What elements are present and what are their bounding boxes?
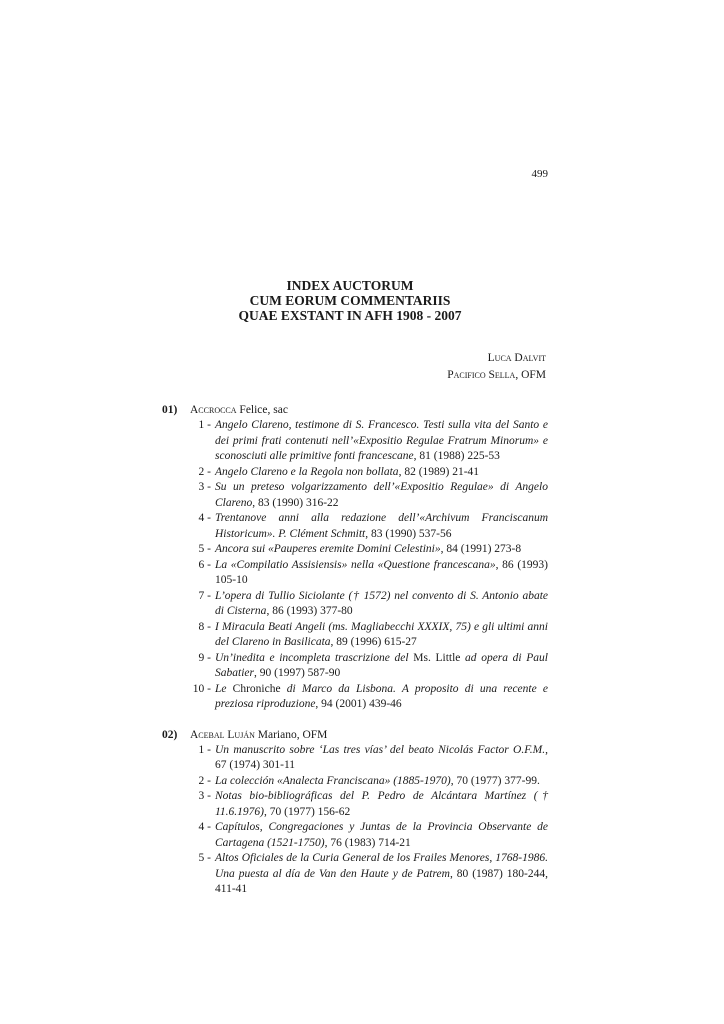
publication-entry xyxy=(162,418,548,465)
publication-number: 10 - xyxy=(192,682,211,695)
publication-number: 5 - xyxy=(198,852,211,864)
compilers-block xyxy=(330,350,546,384)
author-number: 02) xyxy=(162,728,178,741)
publication-entry xyxy=(162,682,548,713)
publication-number: 9 - xyxy=(198,651,211,664)
publication-number: 4 - xyxy=(198,512,211,524)
publication-reference: , 89 (1996) 615-27 xyxy=(330,636,417,648)
publication-entry xyxy=(162,743,548,774)
publication-number: 2 - xyxy=(198,465,211,478)
publication-title: Capítulos, Congregaciones y Juntas de la Provincia Observante de Cartagena (1521-1750) xyxy=(215,821,548,849)
compiler-suffix: , OFM xyxy=(515,369,546,381)
publication-reference: , 86 (1993) 377-80 xyxy=(266,605,353,617)
title-line: CUM EORUM COMMENTARIIS xyxy=(249,293,451,308)
author-surname: Acebal Luján xyxy=(190,728,255,741)
publication-title-continued: di Marco da Lisbona. A proposito di una recente e preziosa riproduzione xyxy=(215,682,548,710)
publication-reference: , 80 (1987) 180-244, 411-41 xyxy=(215,867,548,895)
title-line: QUAE EXSTANT IN AFH 1908 - 2007 xyxy=(238,308,462,323)
publication-number: 7 - xyxy=(198,589,211,602)
author-heading xyxy=(162,402,548,418)
author-given-name: Mariano, OFM xyxy=(257,728,328,741)
publication-title: La «Compilatio Assisiensis» nella «Questione francescana» xyxy=(215,558,496,571)
publication-title: Su un preteso volgarizzamento dell’«Expositio Regulae» di Angelo Clareno xyxy=(215,481,548,509)
publication-reference: , 70 (1977) 377-99. xyxy=(450,774,540,787)
publication-entry xyxy=(162,589,548,620)
compiler-name: Pacifico Sella xyxy=(447,369,516,381)
publication-number: 1 - xyxy=(198,743,211,756)
publication-title: Ancora sui «Pauperes eremite Domini Celestini» xyxy=(215,543,441,555)
publication-entry xyxy=(162,789,548,820)
page-number: 499 xyxy=(531,168,548,180)
publication-title: L’opera di Tullio Siciolante († 1572) nel convento di S. Antonio abate di Cisterna xyxy=(215,589,548,617)
index-title xyxy=(150,278,550,323)
compiler-name: Luca Dalvit xyxy=(487,352,546,364)
author-surname: Accrocca xyxy=(190,404,237,416)
publication-number: 8 - xyxy=(198,620,211,633)
publication-reference: , 70 (1977) 156-62 xyxy=(263,805,351,818)
publication-title: Un manuscrito sobre ‘Las tres vías’ del beato Nicolás Factor O.F.M. xyxy=(215,743,546,756)
publication-entry xyxy=(162,620,548,651)
author-number: 01) xyxy=(162,404,178,416)
publication-title-continued: ad opera di Paul Sabatier xyxy=(215,651,548,679)
publication-title: Un’inedita e incompleta trascrizione del xyxy=(215,651,409,664)
publication-number: 2 - xyxy=(198,774,211,787)
author-heading xyxy=(162,727,548,743)
author-list xyxy=(162,402,548,912)
publication-title: Trentanove anni alla redazione dell’«Archivum Franciscanum Historicum». P. Clément Schmitt xyxy=(215,512,548,540)
publication-title: Le xyxy=(215,682,227,695)
publication-entry xyxy=(162,542,548,558)
publication-title: Angelo Clareno, testimone di S. Francesco. Testi sulla vita del Santo e dei primi frati contenuti nell’«Expositio Regulae Fratrum Minorum» e sconosciuti alle primitive fonti francescane xyxy=(215,419,548,462)
publication-reference: , 67 (1974) 301-11 xyxy=(215,743,548,771)
publication-title: La colección «Analecta Franciscana» (1885-1970) xyxy=(215,774,451,787)
publication-reference: , 86 (1993) 105-10 xyxy=(215,558,548,586)
publication-list xyxy=(162,418,548,713)
publication-entry xyxy=(162,480,548,511)
publication-entry xyxy=(162,820,548,851)
publication-entry xyxy=(162,851,548,898)
publication-number: 6 - xyxy=(198,558,211,571)
publication-list xyxy=(162,743,548,898)
author-entry xyxy=(162,402,548,713)
publication-entry xyxy=(162,558,548,589)
publication-reference: , 81 (1988) 225-53 xyxy=(413,450,500,462)
author-entry xyxy=(162,727,548,898)
title-line: INDEX AUCTORUM xyxy=(286,278,414,293)
compiler xyxy=(330,367,546,384)
publication-number: 1 - xyxy=(198,419,211,431)
publication-entry xyxy=(162,511,548,542)
publication-entry xyxy=(162,465,548,481)
publication-number: 5 - xyxy=(198,543,211,555)
publication-reference: , 82 (1989) 21-41 xyxy=(398,465,480,478)
publication-number: 4 - xyxy=(198,821,211,833)
publication-number: 3 - xyxy=(198,790,211,802)
publication-number: 3 - xyxy=(198,481,211,493)
publication-reference: , 90 (1997) 587-90 xyxy=(253,667,341,679)
publication-plain-text: Ms. Little xyxy=(408,651,466,664)
author-given-name: Felice, sac xyxy=(239,404,288,416)
publication-reference: , 83 (1990) 316-22 xyxy=(252,496,339,509)
publication-plain-text: Chroniche xyxy=(226,682,287,695)
publication-entry xyxy=(162,774,548,790)
publication-title: I Miracula Beati Angeli (ms. Magliabecchi XXXIX, 75) e gli ultimi anni del Clareno in Basilicata xyxy=(215,620,548,648)
publication-reference: , 83 (1990) 537-56 xyxy=(365,527,452,540)
publication-reference: , 76 (1983) 714-21 xyxy=(324,836,411,849)
publication-reference: , 94 (2001) 439-46 xyxy=(315,698,402,710)
publication-title: Notas bio-bibliográficas del P. Pedro de Alcántara Martínez († 11.6.1976) xyxy=(215,790,548,818)
publication-title: Angelo Clareno e la Regola non bollata xyxy=(215,465,399,478)
publication-entry xyxy=(162,651,548,682)
publication-title: Altos Oficiales de la Curia General de los Frailes Menores, 1768-1986. Una puesta al día de Van den Haute y de Patrem xyxy=(215,852,548,880)
compiler xyxy=(330,350,546,367)
publication-reference: , 84 (1991) 273-8 xyxy=(440,543,522,555)
